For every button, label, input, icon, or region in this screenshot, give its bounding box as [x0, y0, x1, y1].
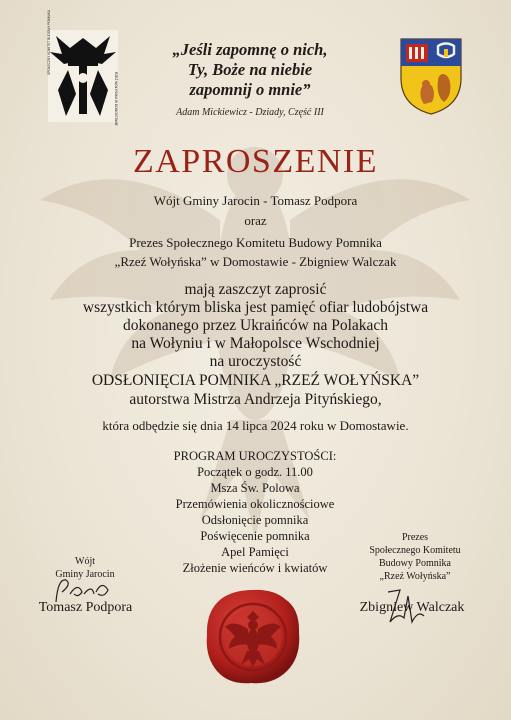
quote-line: zapomnij o mnie”	[189, 80, 311, 99]
signature-role-line: Gminy Jarocin	[55, 569, 115, 580]
invitation-line: „Rzeź Wołyńska” w Domostawie - Zbigniew Walczak	[114, 254, 397, 269]
quote-block	[135, 40, 365, 100]
event-name: ODSŁONIĘCIA POMNIKA „RZEŹ WOŁYŃSKA”	[91, 372, 420, 389]
invitation-line: Prezes Społecznego Komitetu Budowy Pomnika	[129, 235, 382, 250]
signature-role-line: Społecznego Komitetu	[369, 545, 461, 556]
logo-text-right: RZEŹ WOŁYŃSKA W DOMOSTAWIE	[114, 72, 118, 126]
coat-of-arms	[398, 36, 464, 116]
program-item: Poświęcenie pomnika	[200, 529, 310, 543]
program-item: Złożenie wieńców i kwiatów	[182, 561, 328, 575]
invitation-line: autorstwa Mistrza Andrzeja Pityńskiego,	[129, 391, 382, 408]
program-item: Msza Św. Polowa	[210, 481, 300, 495]
logo-text-left: SPOŁECZNY KOMITET BUDOWY POMNIKA	[47, 9, 51, 75]
program-item: Przemówienia okolicznościowe	[175, 497, 335, 511]
event-date-line: która odbędzie się dnia 14 lipca 2024 roku w Domostawie.	[102, 418, 409, 433]
program-item: Początek o godz. 11.00	[197, 465, 313, 479]
committee-logo	[47, 9, 118, 126]
squirrel-coat-icon	[398, 36, 464, 116]
invitation-line: mają zaszczyt zaprosić	[184, 281, 327, 298]
signature-left-role	[30, 555, 140, 581]
signature-left-name: Tomasz Podpora	[38, 600, 133, 615]
signature-right-name: Zbigniew Walczak	[359, 600, 465, 615]
quote-line: „Jeśli zapomnę o nich,	[172, 40, 328, 59]
wax-seal-eagle-icon	[203, 587, 303, 687]
signature-right-role	[350, 531, 480, 583]
quote-line: Ty, Boże na niebie	[187, 60, 313, 79]
invitation-line: wszystkich którym bliska jest pamięć ofiar ludobójstwa	[82, 299, 429, 316]
program-item: Apel Pamięci	[221, 545, 289, 559]
invitation-line: Wójt Gminy Jarocin - Tomasz Podpora	[153, 193, 358, 208]
signature-role-line: „Rzeź Wołyńska”	[379, 571, 451, 582]
program-item: Odsłonięcie pomnika	[201, 513, 309, 527]
invitation-line: na Wołyniu i w Małopolsce Wschodniej	[131, 335, 380, 352]
invitation-line: dokonanego przez Ukraińców na Polakach	[122, 317, 389, 334]
program-heading: PROGRAM UROCZYSTOŚCI:	[173, 449, 337, 463]
page-title: ZAPROSZENIE	[132, 143, 379, 180]
signature-role-line: Prezes	[401, 532, 429, 543]
signature-role-line: Budowy Pomnika	[379, 558, 451, 569]
eagle-cross-icon	[47, 9, 118, 126]
invitation-line: na uroczystość	[209, 353, 302, 370]
invitation-line: oraz	[244, 213, 267, 228]
signature-role-line: Wójt	[75, 556, 95, 567]
quote-author: Adam Mickiewicz - Dziady, Część III	[176, 107, 324, 118]
